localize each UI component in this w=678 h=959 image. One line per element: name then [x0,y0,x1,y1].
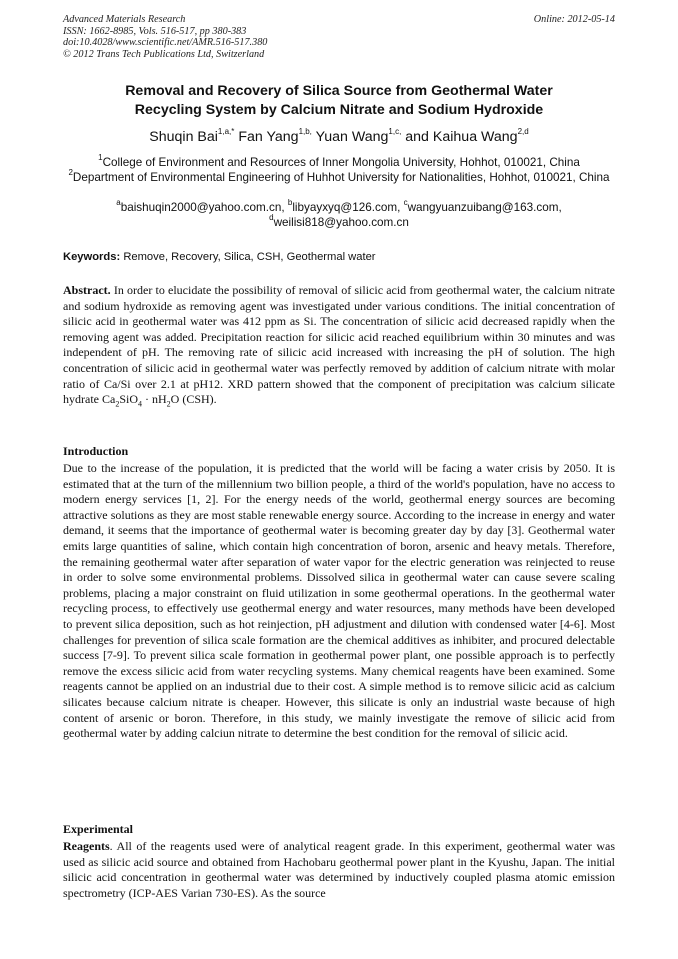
abstract-label: Abstract. [63,283,111,297]
author-conjunction: and [405,129,429,145]
subscript: 2 [166,399,171,409]
email-address: weilisi818@yahoo.com.cn [273,216,409,229]
issn-line: ISSN: 1662-8985, Vols. 516-517, pp 380-383 [63,25,247,37]
doi-line: doi:10.4028/www.scientific.net/AMR.516-517.380 [63,37,268,49]
copyright-line: © 2012 Trans Tech Publications Ltd, Switzerland [63,48,265,60]
formula-part: · nH [142,392,167,407]
experimental-text: . All of the reagents used were of analytical reagent grade. In this experiment, geothermal water was used as silicic acid source and obtained from Hachobaru geothermal power plant in the Kyushu, Japan. The initial silicic acid concentration in geothermal water was determined by inductively coupled plasma atomic emission spectrometry (ICP-AES Varian 730-ES). As the source [63,839,615,900]
email-mark: c [403,198,408,208]
email-mark: d [269,213,274,223]
reagents-label: Reagents [63,839,110,853]
author-affiliation-mark: 1,c, [388,127,402,137]
author-affiliation-mark: 1,b, [298,127,312,137]
email-address: wangyuanzuibang@163.com, [407,201,562,214]
journal-header [63,14,267,60]
keywords-text: Remove, Recovery, Silica, CSH, Geothermal water [123,251,376,263]
email-mark: b [287,198,293,208]
formula-part: SiO [119,392,138,407]
affiliation-mark: 2 [68,168,73,178]
affiliation-2 [55,170,623,185]
journal-name: Advanced Materials Research [63,14,186,25]
affiliation-mark: 1 [98,153,103,163]
author-name: Kaihua Wang [432,129,518,145]
author-list [40,128,638,146]
introduction-heading: Introduction [63,444,129,458]
author-affiliation-mark: 1,a,* [217,127,235,137]
affiliation-text: College of Environment and Resources of Inner Mongolia University, Hohhot, 010021, China [102,156,580,169]
abstract-text: In order to elucidate the possibility of removal of silicic acid from geothermal water, the calcium nitrate and sodium hydroxide as removing agent was investigated under various conditions. The initial concentration of silicic acid in geothermal water was 412 ppm as Si. The concentration of silicic acid decreased rapidly when the removing agent was added. Precipitation reaction for silicic acid reached equilibrium within 30 minutes and was independent of pH. The removing rate of silicic acid increased with increasing the pH of solution. The high concentration of silicic acid in geothermal water was perfectly removed by addition of calcium nitrate with molar ratio of Ca/Si over 2.1 at pH12. XRD pattern showed that the component of precipitation was calcium silicate hydrate Ca [63,283,616,407]
author-affiliation-mark: 2,d [517,127,529,137]
title-line-2: Recycling System by Calcium Nitrate and Sodium Hydroxide [134,102,544,118]
experimental-paragraph [63,839,615,901]
affiliation-text: Department of Environmental Engineering of Huhhot University for Nationalities, Hohhot, 010021, China [72,171,610,184]
author-name: Shuqin Bai [149,129,218,145]
experimental-heading: Experimental [63,822,133,836]
subscript: 4 [138,399,142,409]
author-name: Yuan Wang [315,129,389,145]
email-list [55,200,623,230]
abstract [63,283,615,408]
paper-title [40,82,638,120]
subscript: 2 [115,399,120,409]
email-address: libyayxyq@126.com, [292,201,401,214]
online-date: Online: 2012-05-14 [533,14,615,25]
title-line-1: Removal and Recovery of Silica Source from Geothermal Water [125,83,553,99]
introduction-paragraph: Due to the increase of the population, it is predicted that the world will be facing a water crisis by 2050. It is estimated that at the turn of the millennium two billion people, a third of the world's population, have no access to modern energy services [1, 2]. For the energy needs of the world, geothermal energy sources are becoming attractive solutions as they are most stable renewable energy source. According to the increase in energy and water demand, it seems that the importance of geothermal water is becoming greater day by day [3]. Geothermal water emits large quantities of saline, which contain high concentration of boron, arsenic and heavy metals. Therefore, the remaining geothermal water after separation of water vapor for the electric generation was reinjected to reuse in order to solve some environmental problems. Dissolved silica in geothermal water can cause severe scaling problems, placing a major constraint on fluid utilization in some geothermal operations. In the geothermal water recycling process, to effectively use geothermal energy and water resources, many methods have been developed to prevent silica deposition, such as hot reinjection, pH adjustment and dilution with condensed water [4-6]. Most challenges for prevention of silica scale formation are the chemical additives as inhibiter, and procured delectable success [7-9]. To prevent silica scale formation in geothermal power plant, one possible approach is to perfectly remove the excess silicic acid from water recycling systems. Many chemical reagents have been examined. Some reagents cannot be applied on an industrial due to their cost. A simple method is to remove silicic acid as calcium silicates because calcium nitrate is cheaper. However, this silicate is only an industrial waste because of high content of arsenic or boron. Therefore, in this study, we mainly investigate the remove of silicic acid from geothermal water by adding calciun nitrate to determine the best condition for the removal of silicic acid. [63,461,615,741]
email-address: baishuqin2000@yahoo.com.cn, [120,201,285,214]
email-mark: a [116,198,121,208]
affiliation-1 [55,155,623,170]
author-name: Fan Yang [238,129,299,145]
keywords-label: Keywords: [63,251,121,263]
keywords [63,250,615,265]
abstract-text-end: O (CSH). [170,392,217,407]
